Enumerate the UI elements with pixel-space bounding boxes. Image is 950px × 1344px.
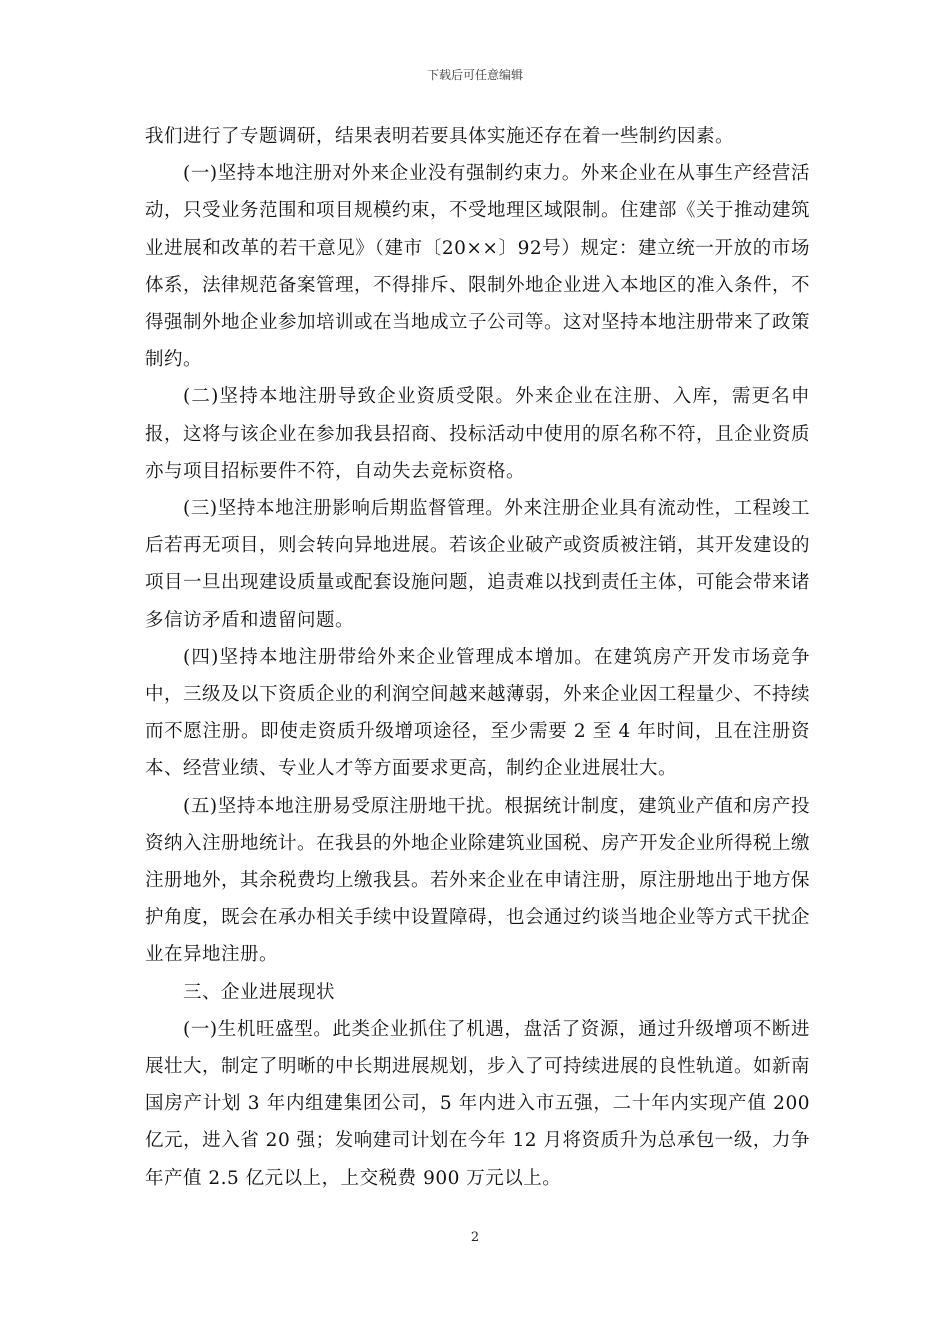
paragraph: (五)坚持本地注册易受原注册地干扰。根据统计制度，建筑业产值和房产投资纳入注册地统计。在我县的外地企业除建筑业国税、房产开发企业所得税上缴注册地外，其余税费均上缴我县。若外来企业在申请注册，原注册地出于地方保护角度，既会在承办相关手续中设置障碍，也会通过约谈当地企业等方式干扰企业在异地注册。	[145, 795, 811, 966]
paragraph: (一)生机旺盛型。此类企业抓住了机遇，盘活了资源，通过升级增项不断进展壮大，制定了明晰的中长期进展规划，步入了可持续进展的良性轨道。如新南国房产计划 3 年内组建集团公司，5 年内进入市五强，二十年内实现产值 200 亿元，进入省 20 强；发响建司计划在今年 12 月将资质升为总承包一级，力争年产值 2.5 亿元以上，上交税费 900 万元以上。	[145, 1018, 811, 1189]
paragraph: (三)坚持本地注册影响后期监督管理。外来注册企业具有流动性，工程竣工后若再无项目，则会转向异地进展。若该企业破产或资质被注销，其开发建设的项目一旦出现建设质量或配套设施问题，追责难以找到责任主体，可能会带来诸多信访矛盾和遗留问题。	[145, 498, 811, 631]
section-heading: 三、企业进展现状	[183, 981, 336, 1003]
page-header: 下载后可任意编辑	[426, 68, 523, 82]
paragraph: 我们进行了专题调研，结果表明若要具体实施还存在着一些制约因素。	[145, 126, 735, 147]
paragraph: (四)坚持本地注册带给外来企业管理成本增加。在建筑房产开发市场竞争中，三级及以下资质企业的利润空间越来越薄弱，外来企业因工程量少、不持续而不愿注册。即使走资质升级增项途径，至少需要 2 至 4 年时间，且在注册资本、经营业绩、专业人才等方面要求更高，制约企业进展壮大。	[145, 646, 811, 780]
paragraph: (二)坚持本地注册导致企业资质受限。外来企业在注册、入库，需更名申报，这将与该企业在参加我县招商、投标活动中使用的原名称不符，且企业资质亦与项目招标要件不符，自动失去竞标资格。	[145, 386, 811, 482]
paragraph: (一)坚持本地注册对外来企业没有强制约束力。外来企业在从事生产经营活动，只受业务范围和项目规模约束，不受地理区域限制。住建部《关于推动建筑业进展和改革的若干意见》（建市〔20××〕92号）规定：建立统一开放的市场体系，法律规范备案管理，不得排斥、限制外地企业进入本地区的准入条件，不得强制外地企业参加培训或在当地成立子公司等。这对坚持本地注册带来了政策制约。	[145, 163, 811, 371]
page-number: 2	[470, 1230, 480, 1245]
document-body	[145, 118, 810, 1197]
